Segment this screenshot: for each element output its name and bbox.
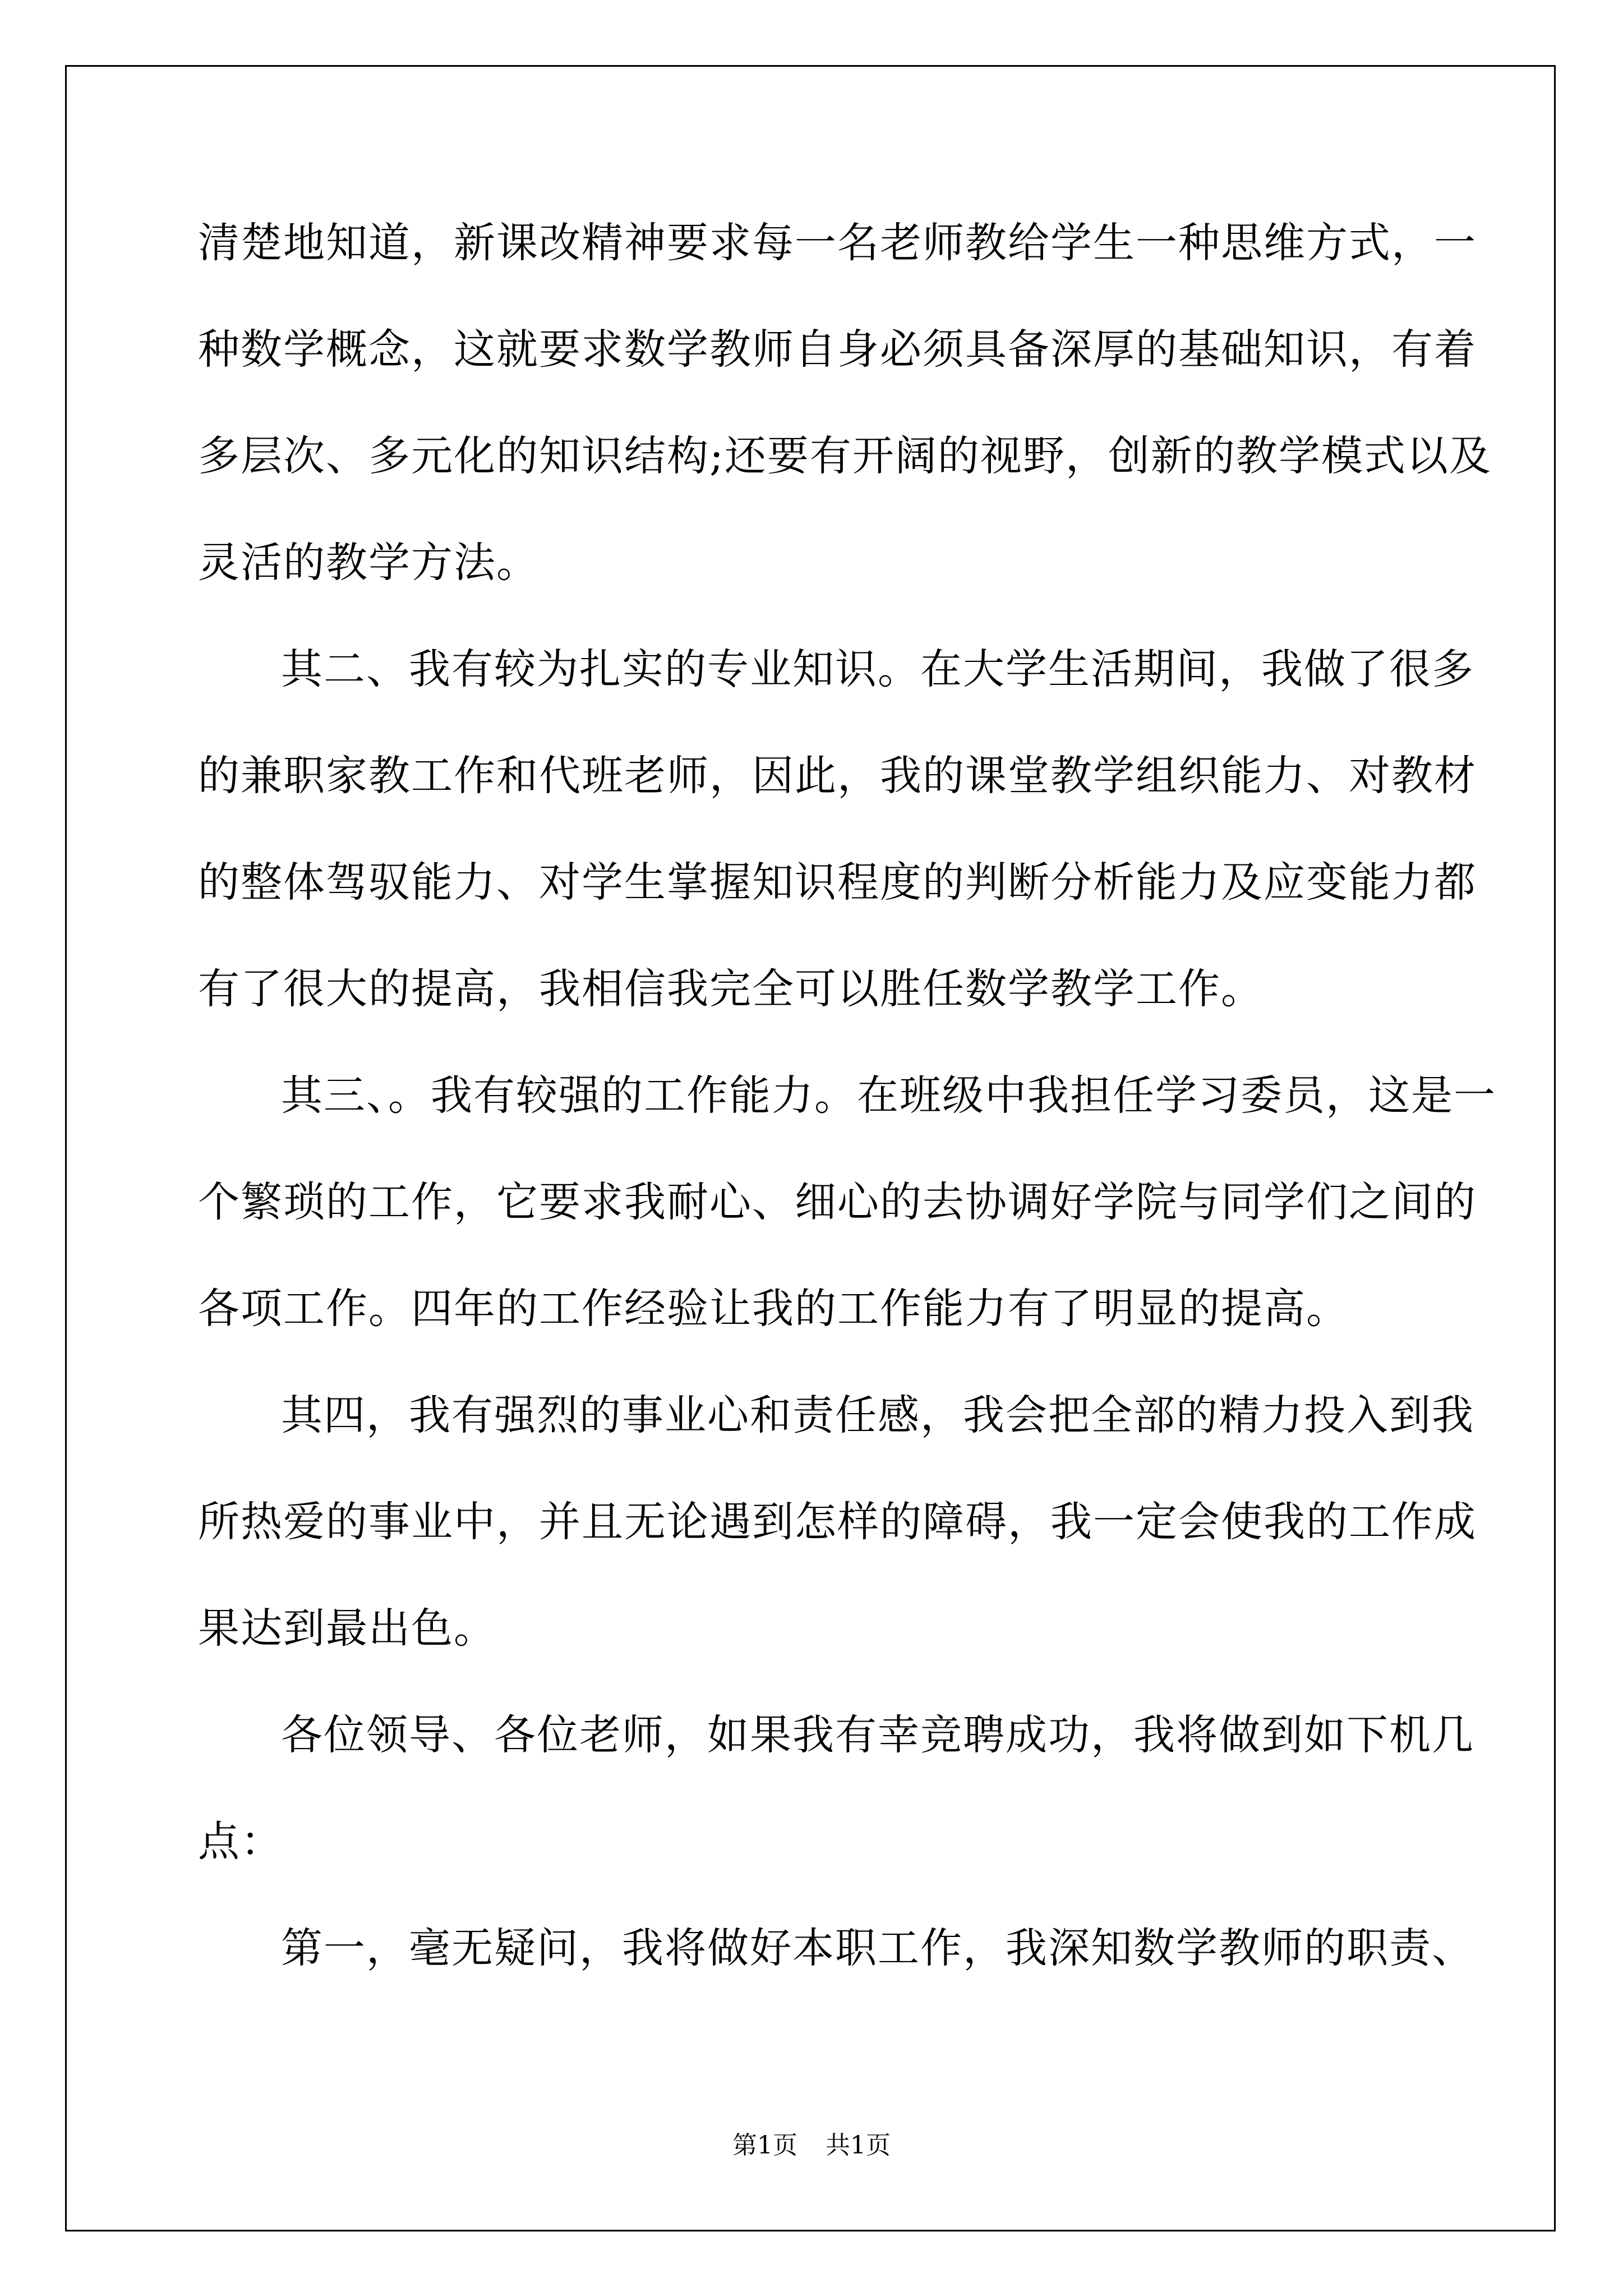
page-footer xyxy=(0,2125,1623,2161)
page-number-total: 共1页 xyxy=(826,2131,891,2160)
paragraph-5 xyxy=(198,1682,1474,1895)
text-line: 点： xyxy=(198,1818,283,1866)
text-line: 个繁琐的工作，它要求我耐心、细心的去协调好学院与同学们之间的 xyxy=(198,1178,1477,1226)
paragraph-2 xyxy=(198,616,1477,1042)
text-line: 有了很大的提高，我相信我完全可以胜任数学教学工作。 xyxy=(198,965,1264,1013)
text-line: 各位领导、各位老师，如果我有幸竞聘成功，我将做到如下机几 xyxy=(281,1711,1474,1759)
paragraph-3 xyxy=(198,1042,1496,1362)
text-line: 其三、。我有较强的工作能力。在班级中我担任学习委员，这是一 xyxy=(281,1071,1496,1120)
paragraph-4 xyxy=(198,1362,1477,1682)
page-number-current: 第1页 xyxy=(732,2131,797,2160)
text-line: 的兼职家教工作和代班老师，因此，我的课堂教学组织能力、对教材 xyxy=(198,752,1477,800)
text-line: 多层次、多元化的知识结构;还要有开阔的视野，创新的教学模式以及 xyxy=(198,432,1492,480)
text-line: 清楚地知道，新课改精神要求每一名老师教给学生一种思维方式，一 xyxy=(198,219,1477,267)
text-line: 其四，我有强烈的事业心和责任感，我会把全部的精力投入到我 xyxy=(281,1391,1474,1439)
text-line: 其二、我有较为扎实的专业知识。在大学生活期间，我做了很多 xyxy=(281,645,1474,693)
text-line: 各项工作。四年的工作经验让我的工作能力有了明显的提高。 xyxy=(198,1285,1349,1333)
text-line: 第一，毫无疑问，我将做好本职工作，我深知数学教师的职责、 xyxy=(281,1924,1474,1972)
text-line: 的整体驾驭能力、对学生掌握知识程度的判断分析能力及应变能力都 xyxy=(198,858,1477,907)
text-line: 灵活的教学方法。 xyxy=(198,539,539,587)
paragraph-6 xyxy=(198,1895,1474,2001)
text-line: 种数学概念，这就要求数学教师自身必须具备深厚的基础知识，有着 xyxy=(198,325,1477,374)
text-line: 果达到最出色。 xyxy=(198,1604,496,1653)
text-line: 所热爱的事业中，并且无论遇到怎样的障碍，我一定会使我的工作成 xyxy=(198,1498,1477,1546)
paragraph-1 xyxy=(198,190,1492,616)
document-body xyxy=(198,190,1496,2001)
